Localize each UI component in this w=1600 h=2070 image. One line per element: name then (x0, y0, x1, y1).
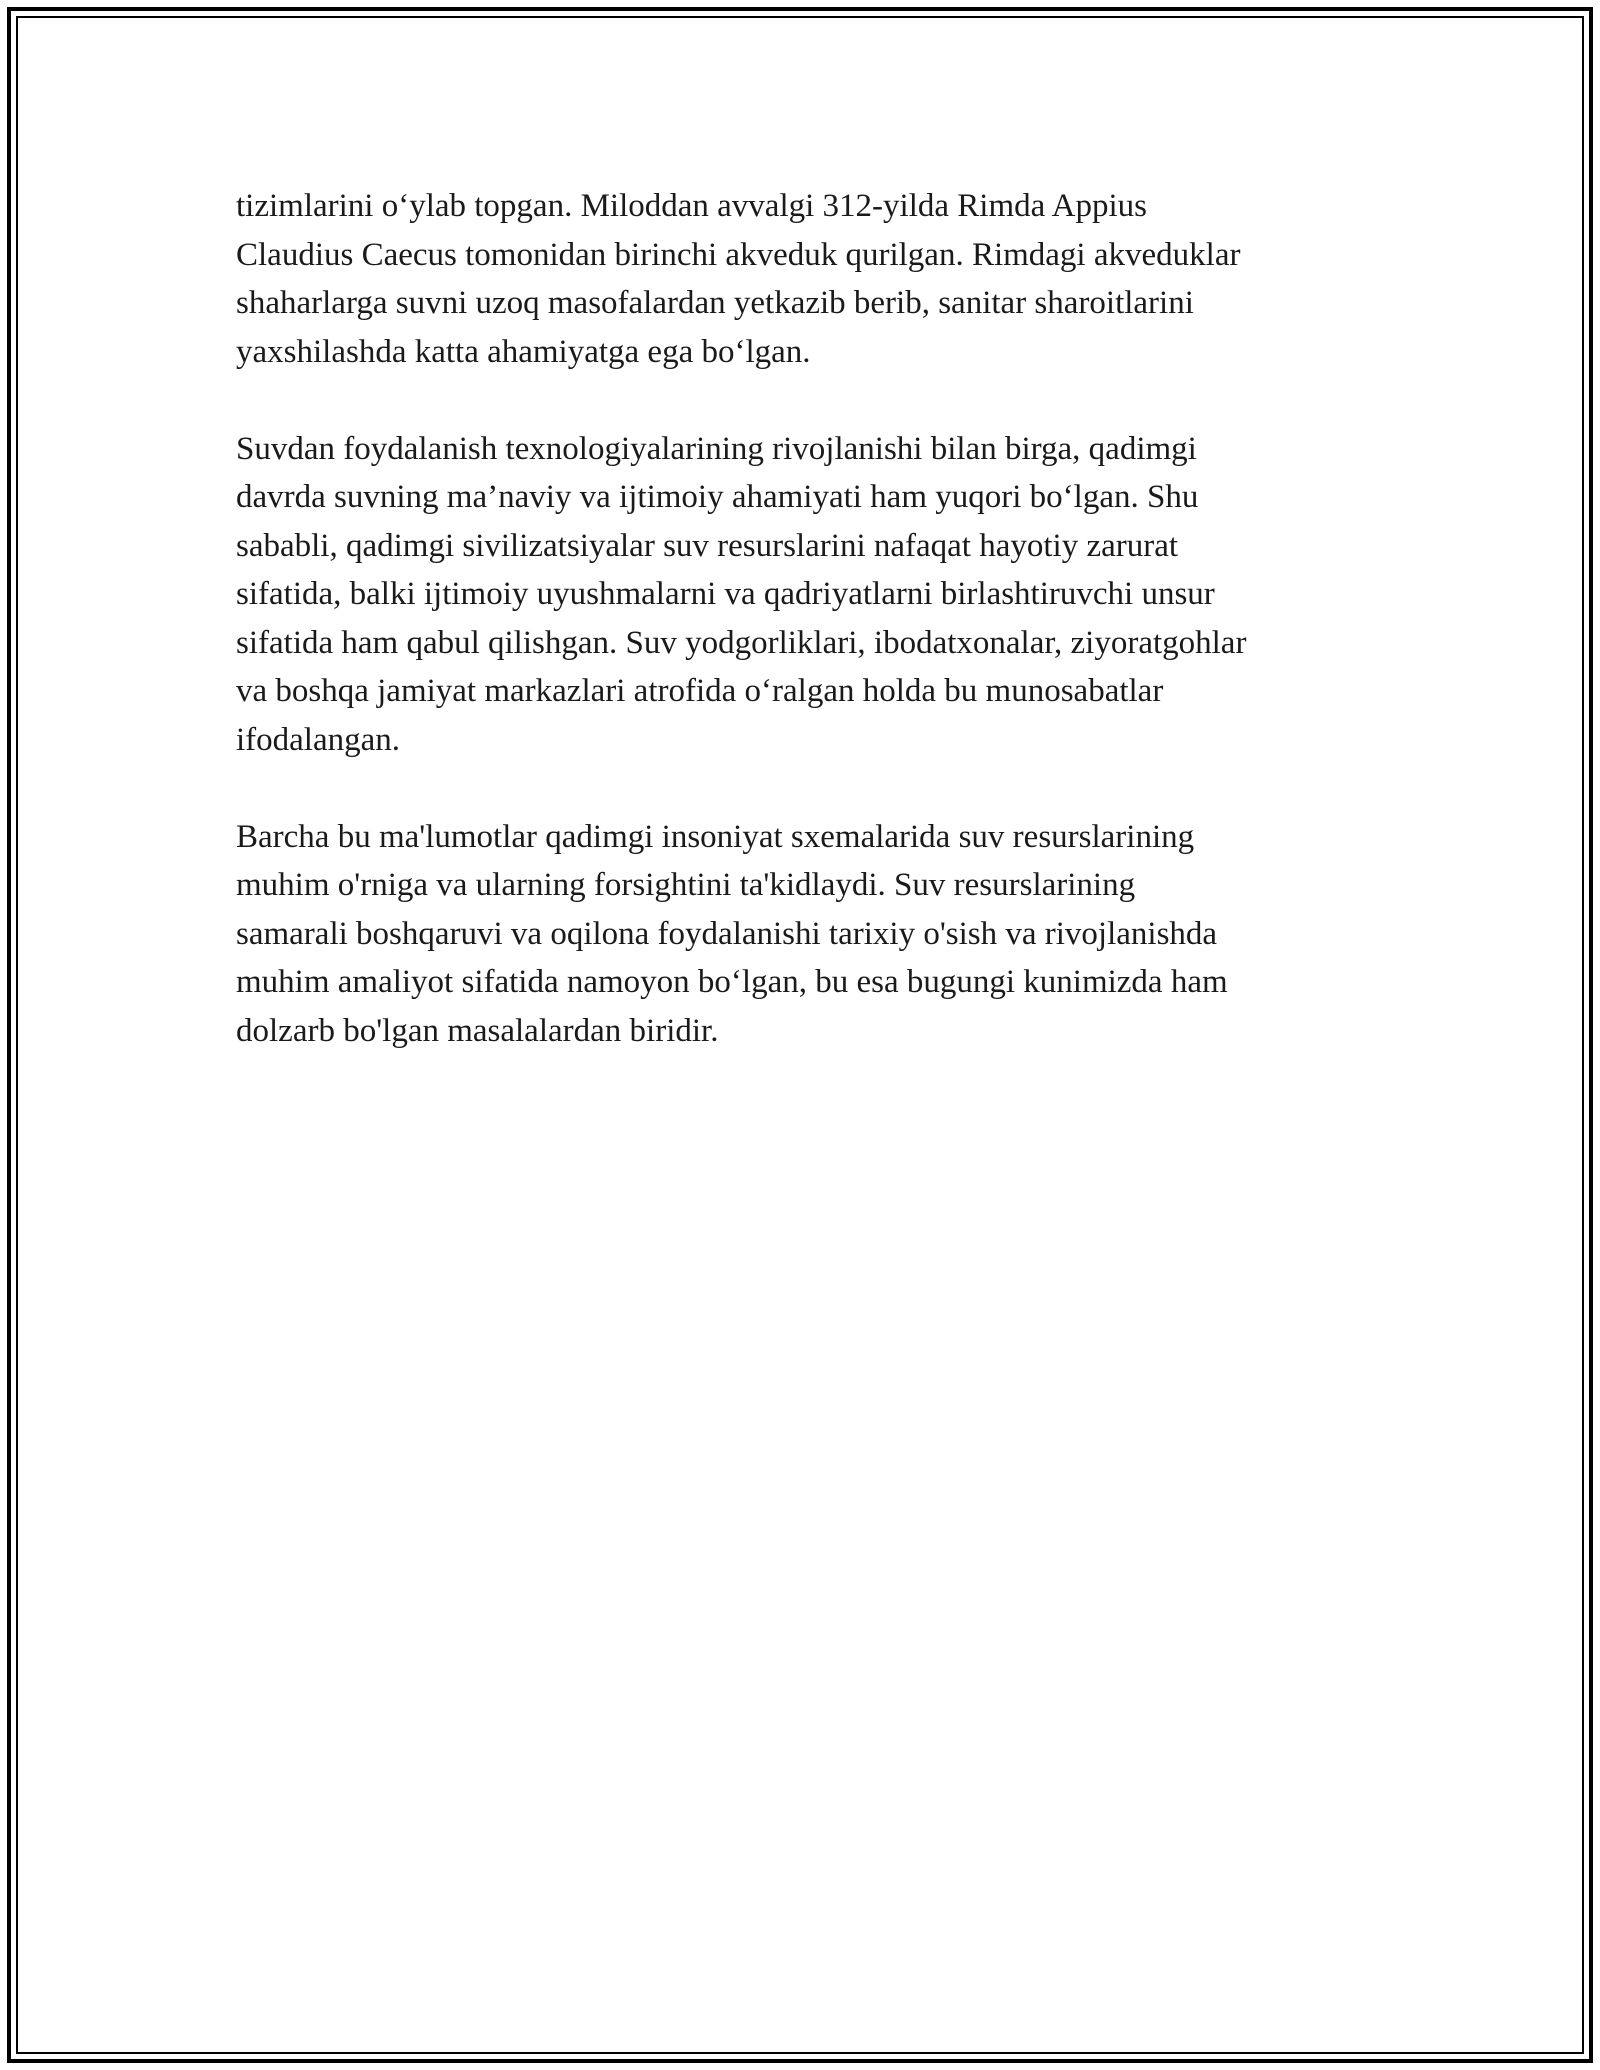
paragraph-2: Suvdan foydalanish texnologiyalarining rivojlanishi bilan birga, qadimgi davrda suvning ma’naviy va ijtimoiy ahamiyati ham yuqori bo‘lgan. Shu sababli, qadimgi sivilizatsiyalar suv resurslarini nafaqat hayotiy zarurat sifatida, balki ijtimoiy uyushmalarni va qadriyatlarni birlashtiruvchi unsur sifatida ham qabul qilishgan. Suv yodgorliklari, ibodatxonalar, ziyoratgohlar va boshqa jamiyat markazlari atrofida o‘ralgan holda bu munosabatlar ifodalangan. (236, 430, 1247, 758)
paragraph-1: tizimlarini o‘ylab topgan. Miloddan avvalgi 312-yilda Rimda Appius Claudius Caecus tomonidan birinchi akveduk qurilgan. Rimdagi akveduklar shaharlarga suvni uzoq masofalardan yetkazib berib, sanitar sharoitlarini yaxshilashda katta ahamiyatga ega bo‘lgan. (236, 188, 1241, 370)
paragraph-3: Barcha bu ma'lumotlar qadimgi insoniyat sxemalarida suv resurslarining muhim o'rniga va ularning forsightini ta'kidlaydi. Suv resurslarining samarali boshqaruvi va oqilona foydalanishi tarixiy o'sish va rivojlanishda muhim amaliyot sifatida namoyon bo‘lgan, bu esa bugungi kunimizda ham dolzarb bo'lgan masalalardan biridir. (236, 818, 1228, 1049)
document-body (236, 182, 1366, 1104)
